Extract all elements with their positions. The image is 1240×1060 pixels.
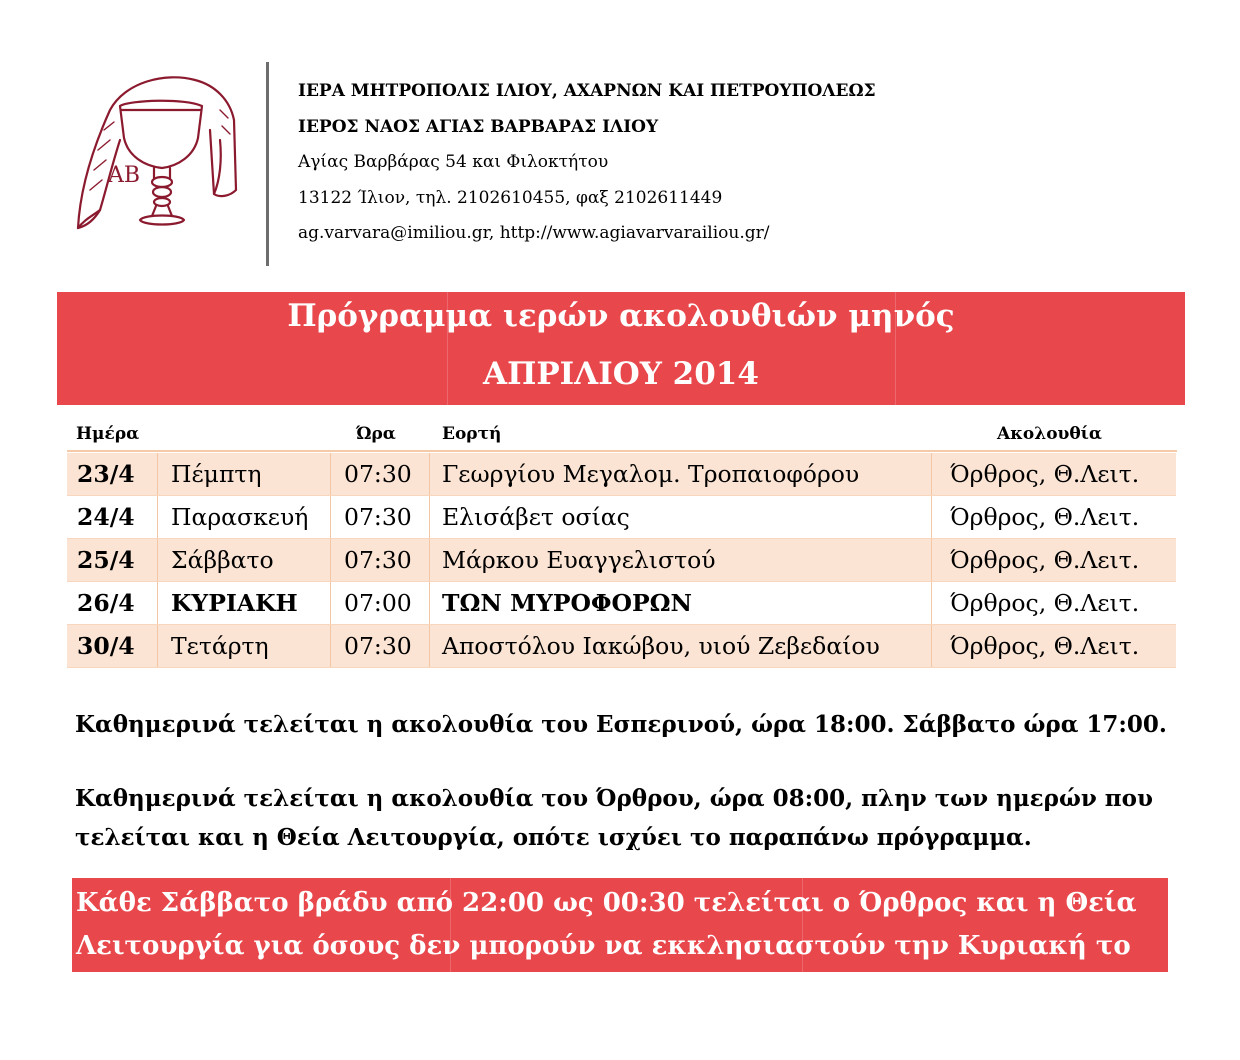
table-row	[67, 582, 1176, 625]
row-date: 30/4	[77, 632, 135, 660]
church-logo	[70, 70, 242, 242]
header-rule	[67, 450, 1177, 452]
row-date: 24/4	[77, 503, 135, 531]
cell-divider	[429, 625, 430, 667]
header-day: Ημέρα	[76, 424, 140, 444]
metropolis-name: ΙΕΡΑ ΜΗΤΡΟΠΟΛΙΣ ΙΛΙΟΥ, ΑΧΑΡΝΩΝ ΚΑΙ ΠΕΤΡΟΥΠΟΛΕΩΣ	[298, 81, 876, 101]
cell-divider	[157, 625, 158, 667]
cell-divider	[330, 453, 331, 495]
row-time: 07:30	[344, 632, 412, 660]
row-feast: Ελισάβετ οσίας	[442, 503, 630, 531]
row-time: 07:30	[344, 546, 412, 574]
church-address: Αγίας Βαρβάρας 54 και Φιλοκτήτου	[298, 152, 609, 172]
row-service: Όρθρος, Θ.Λειτ.	[950, 460, 1140, 488]
logo-monogram-left: ΑΒ	[108, 163, 141, 188]
cell-divider	[429, 453, 430, 495]
cell-divider	[330, 539, 331, 581]
cell-divider	[157, 539, 158, 581]
chalice-icon	[70, 70, 242, 242]
header-feast: Εορτή	[442, 424, 502, 444]
church-name: ΙΕΡΟΣ ΝΑΟΣ ΑΓΙΑΣ ΒΑΡΒΑΡΑΣ ΙΛΙΟΥ	[298, 116, 659, 137]
saturday-night-text: Κάθε Σάββατο βράδυ από 22:00 ως 00:30 τελείται ο Όρθρος και η Θεία Λειτουργία για όσους δεν μπορούν να εκκλησιαστούν την Κυριακή το πρωί.	[76, 888, 1137, 1004]
cell-divider	[931, 625, 932, 667]
row-time: 07:00	[344, 589, 412, 617]
orthros-note: Καθημερινά τελείται η ακολουθία του Όρθρου, ώρα 08:00, πλην των ημερών που τελείται και η Θεία Λειτουργία, οπότε ισχύει το παραπάνω πρόγραμμα.	[75, 785, 1153, 851]
table-row	[67, 539, 1176, 582]
cell-divider	[931, 496, 932, 538]
header-divider	[266, 62, 269, 266]
schedule-title	[57, 292, 1185, 405]
row-feast: Μάρκου Ευαγγελιστού	[442, 546, 716, 574]
saturday-night-notice	[72, 878, 1168, 1004]
table-row	[67, 453, 1176, 496]
row-service: Όρθρος, Θ.Λειτ.	[950, 503, 1140, 531]
cell-divider	[330, 582, 331, 624]
row-day: Τετάρτη	[171, 632, 269, 660]
cell-divider	[931, 582, 932, 624]
cell-divider	[429, 539, 430, 581]
header-service: Ακολουθία	[997, 424, 1102, 444]
table-row	[67, 496, 1176, 539]
title-line-2: ΑΠΡΙΛΙΟΥ 2014	[483, 356, 759, 392]
row-feast: Γεωργίου Μεγαλομ. Τροπαιοφόρου	[442, 460, 860, 488]
row-service: Όρθρος, Θ.Λειτ.	[950, 632, 1140, 660]
row-day: Παρασκευή	[171, 503, 309, 531]
cell-divider	[157, 453, 158, 495]
cell-divider	[330, 496, 331, 538]
row-feast: ΤΩΝ ΜΥΡΟΦΟΡΩΝ	[442, 589, 693, 617]
cell-divider	[429, 582, 430, 624]
church-contact: ag.varvara@imiliou.gr, http://www.agiavarvarailiou.gr/	[298, 223, 770, 243]
header-time: Ώρα	[356, 424, 396, 444]
cell-divider	[931, 453, 932, 495]
row-date: 26/4	[77, 589, 135, 617]
table-row	[67, 625, 1176, 668]
cell-divider	[157, 496, 158, 538]
row-date: 23/4	[77, 460, 135, 488]
row-date: 25/4	[77, 546, 135, 574]
title-line-1: Πρόγραμμα ιερών ακολουθιών μηνός	[287, 298, 955, 334]
vespers-note: Καθημερινά τελείται η ακολουθία του Εσπερινού, ώρα 18:00. Σάββατο ώρα 17:00.	[75, 711, 1167, 738]
row-service: Όρθρος, Θ.Λειτ.	[950, 589, 1140, 617]
cell-divider	[330, 625, 331, 667]
cell-divider	[931, 539, 932, 581]
schedule-table	[67, 453, 1176, 668]
row-day: ΚΥΡΙΑΚΗ	[171, 589, 298, 617]
table-header	[57, 418, 1185, 452]
church-header	[298, 74, 1198, 252]
cell-divider	[157, 582, 158, 624]
church-phone: 13122 Ίλιον, τηλ. 2102610455, φαξ 2102611449	[298, 187, 723, 208]
row-service: Όρθρος, Θ.Λειτ.	[950, 546, 1140, 574]
cell-divider	[429, 496, 430, 538]
row-time: 07:30	[344, 460, 412, 488]
row-day: Πέμπτη	[171, 460, 262, 488]
row-feast: Αποστόλου Ιακώβου, υιού Ζεβεδαίου	[442, 632, 880, 660]
row-day: Σάββατο	[171, 546, 274, 574]
row-time: 07:30	[344, 503, 412, 531]
